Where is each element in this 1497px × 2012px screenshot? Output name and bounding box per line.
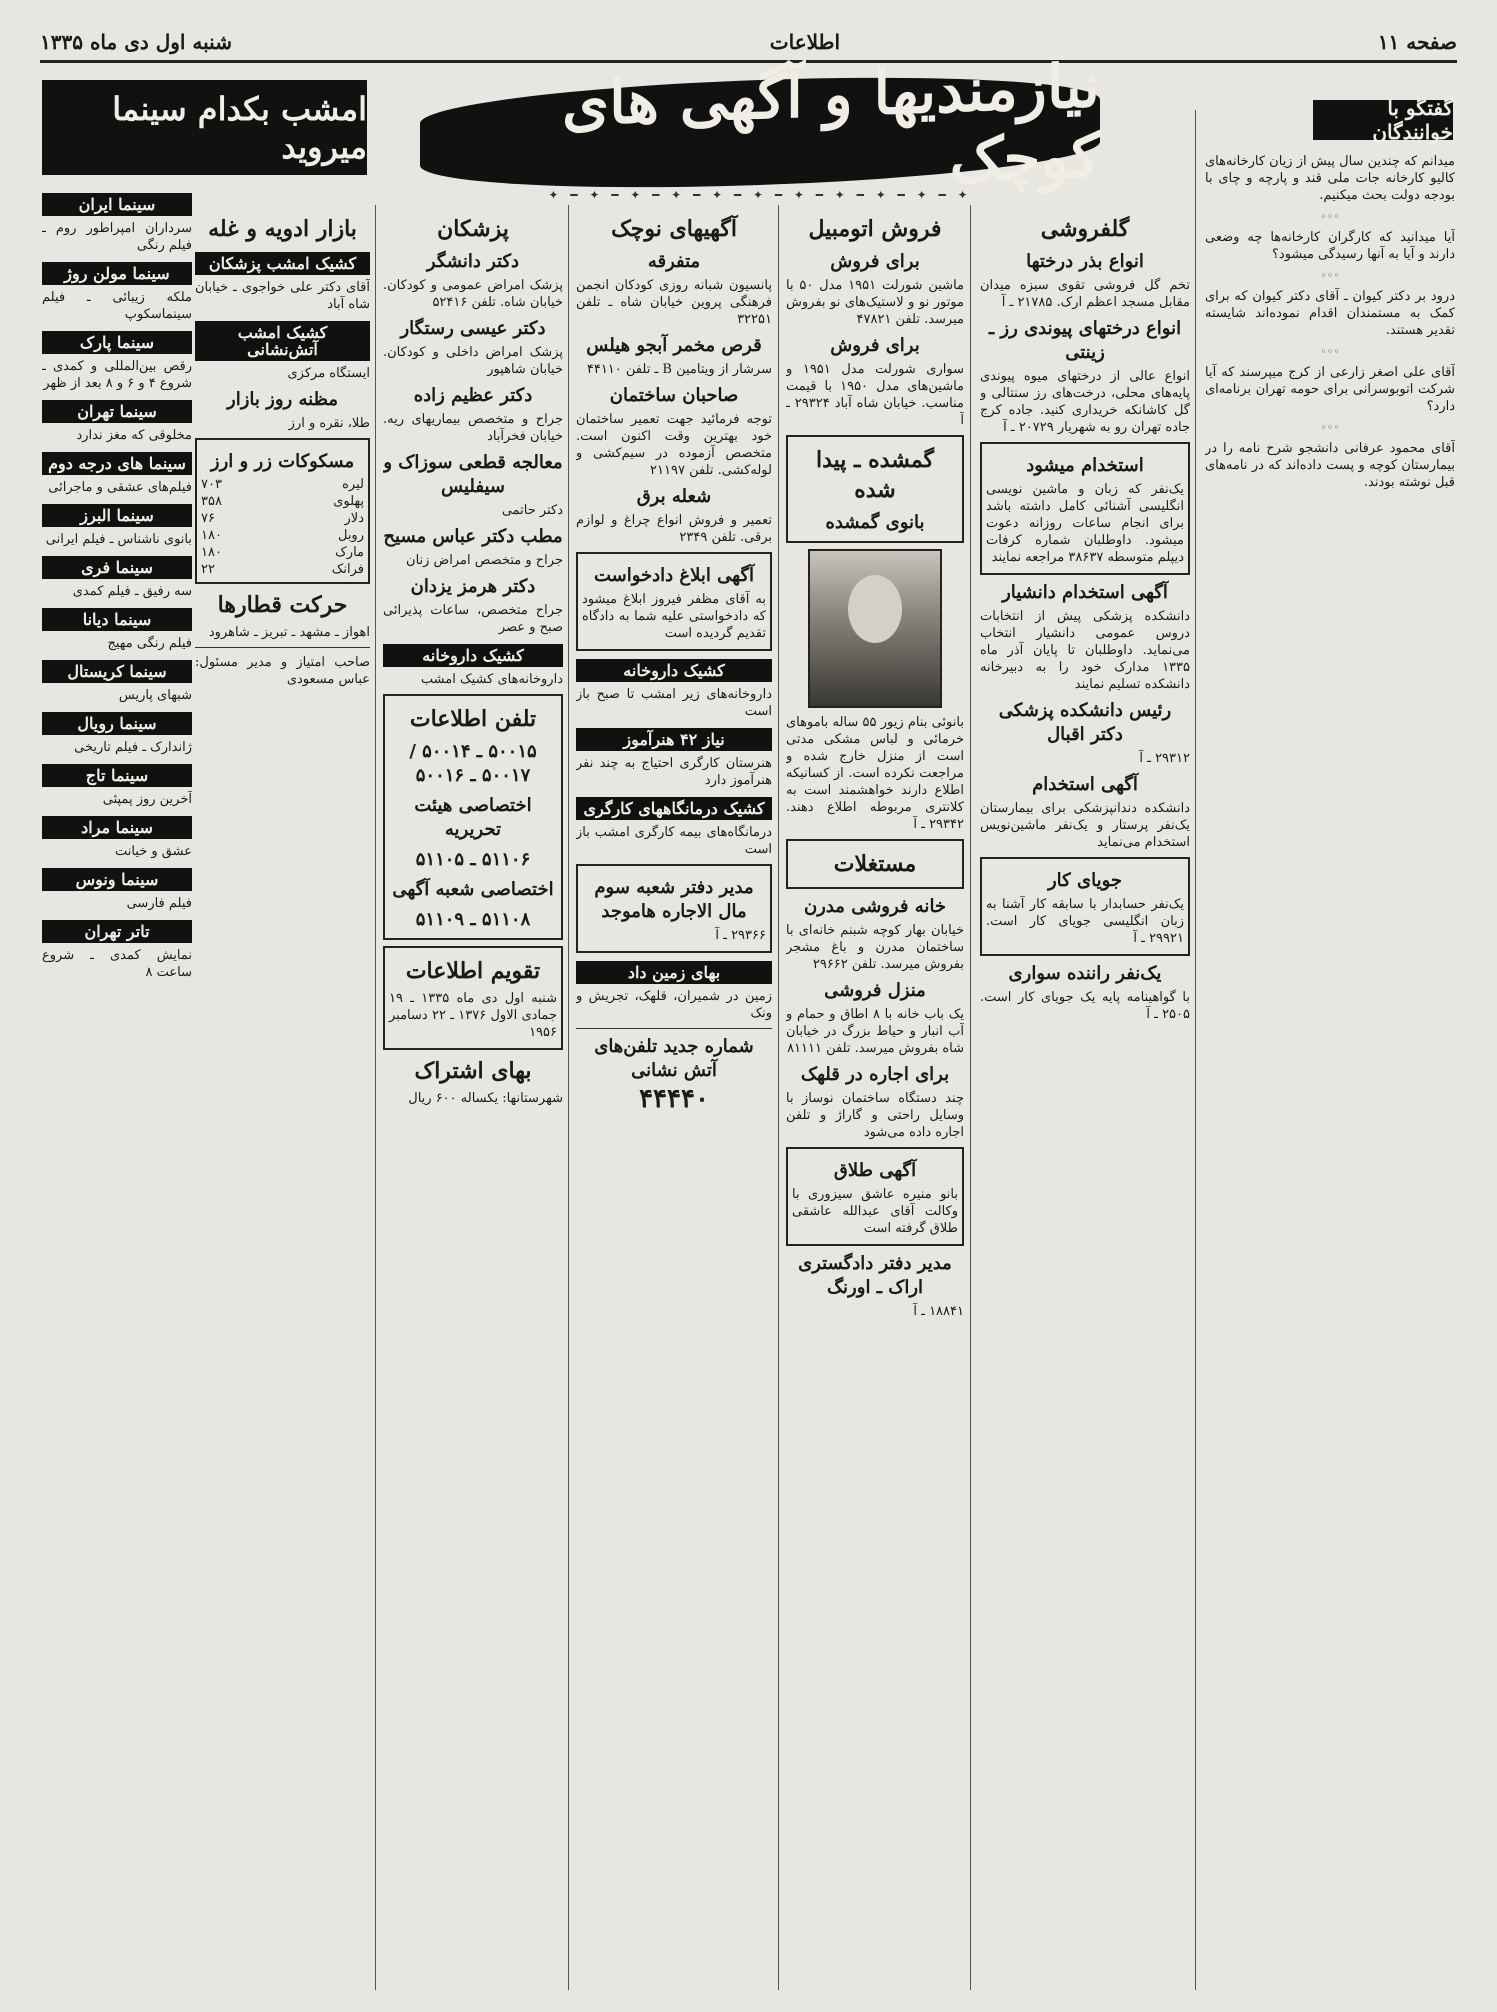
pharmacy-info: داروخانه‌های کشیک امشب [420, 672, 563, 687]
phone-heading: اختصاصی هیئت تحریریه [414, 795, 532, 840]
price-row [201, 476, 364, 493]
ad-heading: برای فروش [830, 335, 920, 356]
calendar-heading: تقویم اطلاعات [405, 958, 541, 984]
ad-heading: قرص مخمر آبجو هیلس [586, 335, 762, 356]
cinema-name: سینما رویال [42, 712, 192, 735]
readers-column-badge: گفتگو با خوانندگان [1313, 100, 1453, 140]
readers-column [1205, 150, 1455, 1990]
cinema-column [42, 185, 192, 1990]
cinema-program: فیلم‌های عشقی و ماجرائی [48, 480, 192, 495]
ad-text: درمانگاه‌های بیمه کارگری امشب باز است [576, 825, 772, 857]
ad-text: دانشکده دندانپزشکی برای بیمارستان یک‌نفر پرستار و یک‌نفر ماشین‌نویس استخدام می‌نماید [980, 801, 1190, 850]
ad-text: چند دستگاه ساختمان نوساز با وسایل راحتی و گاراژ و تلفن اجاره داده می‌شود [786, 1091, 964, 1140]
ad-text: سواری شورلت مدل ۱۹۵۱ و ماشین‌های مدل ۱۹۵۰ با قیمت مناسب. خیابان شاه آباد ۲۹۳۲۴ ـ آ [786, 362, 964, 428]
page-header [40, 28, 1457, 63]
currency-name: دلار [344, 511, 364, 526]
price-row [201, 493, 364, 510]
calendar-dates: شنبه اول دی ماه ۱۳۳۵ ـ ۱۹ جمادی الاول ۱۳۷۶ ـ ۲۲ دسامبر ۱۹۵۶ [389, 991, 557, 1040]
price-list [201, 476, 364, 578]
ad-text: طلا، نقره و ارز [288, 416, 370, 431]
divider [576, 1028, 772, 1029]
cinema-program: مخلوقی که مغز ندارد [76, 428, 192, 443]
subscription-heading: بهای اشتراک [414, 1058, 532, 1084]
ad-heading: مظنه روز بازار [227, 389, 338, 410]
separator: ◦◦◦ [1320, 210, 1340, 223]
ad-text: یک باب خانه با ۸ اطاق و حمام و آب انبار و حیاط بزرگ در خیابان شاه بفروش میرسد. تلفن ۸۱۱۱۱ [786, 1007, 964, 1056]
ad-text: سرشار از ویتامین B ـ تلفن ۴۴۱۱۰ [586, 362, 772, 377]
column-rule [568, 205, 569, 1990]
cinema-name: سینما فری [42, 556, 192, 579]
cinema-program: سرداران امپراطور روم ـ فیلم رنگی [42, 221, 192, 253]
small-ads-column [576, 210, 772, 1990]
ad-heading: آگهی استخدام دانشیار [1002, 582, 1168, 603]
ad-heading: مدیر دفتر دادگستری اراک ـ اورنگ [798, 1253, 952, 1298]
cinema-name: سینما دیانا [42, 608, 192, 631]
ad-text: بانوئی بنام زیور ۵۵ ساله بامو‌های خرمائی و لباس مشکی مدتی است از منزل خارج شده و مراجعت نکرده است. از کسانیکه اطلاع دارند خواهشمند است به کلانتری مربوطه اطلاع دهند. ۲۹۳۴۲ ـ آ [786, 715, 964, 832]
ad-heading: مدیر دفتر شعبه سوم مال الاجاره هاموجد [594, 877, 754, 922]
ad-box [786, 1147, 964, 1246]
section-title: گمشده ـ پیدا شده [815, 447, 935, 503]
currency-value: ۲۲ [201, 562, 215, 577]
column-rule [970, 205, 971, 1990]
section-title: گلفروشی [1040, 216, 1130, 242]
doctor-name: مطب دکتر عباس مسیح [383, 526, 563, 547]
ad-text: توجه فرمائید جهت تعمیر ساختمان خود بهترین وقت اکنون است. متخصص آزموده در سیم‌کشی و لوله‌کشی. تلفن ۲۱۱۹۷ [576, 412, 772, 478]
phone-numbers: ۵۰۰۱۵ ـ ۵۰۰۱۴ / ۵۰۰۱۷ ـ ۵۰۰۱۶ [409, 741, 537, 786]
trains-info: اهواز ـ مشهد ـ تبریز ـ شاهرود [208, 625, 370, 640]
ad-box [980, 442, 1190, 575]
column-rule [778, 205, 779, 1990]
phone-heading: اختصاصی شعبه آگهی [392, 879, 554, 900]
cinema-name: سینما البرز [42, 504, 192, 527]
ad-heading: برای اجاره در قلهک [800, 1064, 950, 1085]
paper-name: اطلاعات [769, 30, 841, 54]
ad-text: خیابان بهار کوچه شبنم خانه‌ای با ساختمان مدرن و باغ مشجر بفروش میرسد. تلفن ۲۹۶۶۲ [786, 923, 964, 972]
separator: ◦◦◦ [1320, 269, 1340, 282]
cinema-program: ملکه زیبائی ـ فیلم سینماسکوپ [42, 290, 192, 322]
cinema-name: سینما مولن روژ [42, 262, 192, 285]
ad-box [576, 552, 772, 651]
doctor-name: معالجه قطعی سوزاک و سیفلیس [383, 452, 563, 497]
cinema-program: فیلم فارسی [126, 896, 192, 911]
cinema-name: سینما تاج [42, 764, 192, 787]
doctor-info: جراح و متخصص بیماریهای ریه. خیابان فخرآباد [383, 412, 563, 444]
currency-value: ۳۵۸ [201, 494, 222, 509]
publisher-info: صاحب امتیاز و مدیر مسئول: عباس مسعودی [195, 655, 370, 687]
ad-heading: بانوی گمشده [825, 512, 925, 533]
ad-heading: خانه فروشی مدرن [803, 896, 947, 917]
currency-table [195, 438, 370, 584]
price-row [201, 561, 364, 578]
ad-heading: یک‌نفر راننده سواری [1008, 963, 1162, 984]
currency-name: روبل [337, 528, 364, 543]
ad-heading: آگهی طلاق [833, 1160, 917, 1181]
doctors-column [383, 210, 563, 1990]
doctor-name: دکتر عظیم زاده [413, 385, 533, 406]
price-row [201, 544, 364, 561]
ad-text: ۲۹۳۱۲ ـ آ [1139, 751, 1190, 766]
cinema-program: سه رفیق ـ فیلم کمدی [72, 584, 192, 599]
column-rule [375, 205, 376, 1990]
ad-text: انواع عالی از درختهای میوه پیوندی پایه‌های محلی، درخت‌های رز سنتالی و گل کاشانکه خرید‌اری کنید. جاده کرج جاده تهران رو به شهریار ۲۰۷۲۹ ـ آ [980, 369, 1190, 435]
ad-heading: کشیک امشب آتش‌نشانی [195, 321, 370, 361]
currency-name: فرانک [331, 562, 364, 577]
ad-heading: شعله برق [636, 486, 712, 507]
reader-paragraph: میدانم که چندین سال پیش از زیان کارخانه‌های کالیو کارخانه جات ملی قند و پارچه و چای با بودجه دولت بحث میکنیم. [1205, 154, 1455, 203]
real-estate-box [786, 839, 964, 889]
ad-heading: جویای کار [1047, 870, 1123, 891]
cinema-program: بانوی ناشناس ـ فیلم ایرانی [45, 532, 192, 547]
theater-name: تاتر تهران [42, 920, 192, 943]
ad-heading: انواع درختهای پیوندی رز ـ زینتی [988, 318, 1182, 363]
ad-heading: انواع بذر درختها [1026, 251, 1144, 272]
fire-dept-phone: ۴۴۴۴۰ [639, 1084, 709, 1114]
ad-heading: نیاز ۴۲ هنرآموز [576, 728, 772, 751]
separator: ◦◦◦ [1320, 421, 1340, 434]
ad-text: پانسیون شبانه روزی کودکان انجمن فرهنگی پروین خیابان شاه ـ تلفن ۳۲۲۵۱ [576, 278, 772, 327]
divider [195, 647, 370, 648]
pharmacy-heading: کشیک داروخانه [383, 644, 563, 667]
price-row [201, 527, 364, 544]
cinema-name: سینما مراد [42, 816, 192, 839]
section-title: بازار ادویه و غله [208, 216, 357, 242]
ad-text: ۱۸۸۴۱ ـ آ [913, 1304, 964, 1319]
ad-box [576, 864, 772, 953]
currency-value: ۱۸۰ [201, 545, 222, 560]
ad-text: به آقای مظفر فیروز ابلاغ میشود که دادخواستی علیه شما به دادگاه تقدیم گردیده است [582, 592, 766, 641]
phone-box [383, 694, 563, 940]
ad-text: بانو منیره عاشق سیزوری با وکالت آقای عبدالله عاشقی طلاق گرفته است [792, 1187, 958, 1236]
doctor-info: پزشک امراض داخلی و کودکان. خیابان شاهپور [383, 345, 563, 377]
ad-text: دانشکده پزشکی پیش از انتخابات دروس عمومی دانشیار انتخاب می‌نماید. داوطلبان تا پایان آذر ماه ۱۳۳۵ مدارک خود را به دبیرخانه دانشکده تسلیم نمایند [980, 609, 1190, 692]
page-number: صفحه ۱۱ [1377, 30, 1457, 54]
ad-heading: صاحبان ساختمان [609, 385, 739, 406]
theater-program: نمایش کمدی ـ شروع ساعت ۸ [42, 948, 192, 980]
reader-paragraph: آیا میدانید که کارگران کارخانه‌ها چه وضعی دارند و آیا به آنها رسیدگی میشود؟ [1205, 230, 1455, 262]
currency-value: ۱۸۰ [201, 528, 222, 543]
ad-text: ایستگاه مرکزی [287, 366, 370, 381]
price-row [201, 510, 364, 527]
currency-name: لیره [342, 477, 364, 492]
ad-heading: منزل فروشی [824, 980, 926, 1001]
cinema-program: ژاندارک ـ فیلم تاریخی [74, 740, 192, 755]
reader-paragraph: درود بر دکتر کیوان ـ آقای دکتر کیوان که برای کمک به مستمندان اقدام نموده‌اند شایسته تقدیر هستند. [1205, 289, 1455, 338]
currency-heading: مسکوکات زر و ارز [210, 451, 355, 472]
ad-text: زمین در شمیران، قلهک، تجریش و ونک [576, 989, 772, 1021]
ad-text: داروخانه‌های زیر امشب تا صبح باز است [576, 687, 772, 719]
car-sale-column [786, 210, 964, 1990]
ad-heading: آگهی ابلاغ دادخواست [593, 565, 755, 586]
cinema-name: سینما تهران [42, 400, 192, 423]
cinema-program: رقص بین‌المللی و کمدی ـ شروع ۴ و ۶ و ۸ بعد از ظهر [42, 359, 192, 391]
missing-person-photo [808, 549, 942, 708]
doctor-name: دکتر عیسی رستگار [400, 318, 546, 339]
phone-heading: تلفن اطلاعات [409, 706, 537, 732]
currency-name: پهلوی [333, 494, 364, 509]
ad-text: هنرستان کارگری احتیاج به چند نفر هنرآموز دارد [576, 756, 772, 788]
cinema-banner: امشب بکدام سینما میروید [42, 80, 367, 175]
phone-numbers: ۵۱۱۰۸ ـ ۵۱۱۰۹ [415, 909, 531, 930]
issue-date: شنبه اول دی ماه ۱۳۳۵ [40, 30, 232, 54]
reader-paragraph: آقای محمود عرفانی دانشجو شرح نامه را در بیمارستان کوچه و پست داده‌اند که در نامه‌های قبل نوشته بودند. [1205, 441, 1455, 490]
market-column [195, 210, 370, 1990]
doctor-name: دکتر دانشگر [426, 251, 520, 272]
section-title: مستغلات [833, 851, 917, 877]
section-title: آگهیهای نوچک [611, 216, 737, 242]
cinema-name: سینما کریستال [42, 660, 192, 683]
reader-paragraph: آقای علی اصغر زارعی از کرج میپرسند که آیا شرکت اتوبوسرانی برای حومه تهران برنامه‌ای دارد؟ [1205, 365, 1455, 414]
separator: ◦◦◦ [1320, 345, 1340, 358]
cinema-program: فیلم رنگی مهیج [107, 636, 192, 651]
ad-text: تعمیر و فروش انواع چراغ و لوازم برقی. تلفن ۲۳۴۹ [576, 513, 772, 545]
pharmacy-heading: کشیک داروخانه [576, 659, 772, 682]
currency-value: ۷۶ [201, 511, 215, 526]
currency-value: ۷۰۳ [201, 477, 222, 492]
cinema-program: عشق و خیانت [114, 844, 192, 859]
ad-text: آقای دکتر علی خواجوی ـ خیابان شاه آباد [195, 280, 370, 312]
ad-box [980, 857, 1190, 956]
doctor-info: جراح متخصص، ساعات پذیرائی صبح و عصر [383, 603, 563, 635]
ad-text: یک‌نفر حسابدار با سابقه کار آشنا به زبان انگلیسی جویای کار است. ۲۹۹۲۱ ـ آ [986, 897, 1184, 946]
ad-heading: آگهی استخدام [1032, 774, 1138, 795]
ad-text: با گواهینامه پایه یک جویای کار است. ۲۵۰۵ ـ آ [980, 990, 1190, 1022]
ornamental-divider: ✦ ━ ✦ ━ ✦ ━ ✦ ━ ✦ ━ ✦ ━ ✦ ━ ✦ ━ ✦ ━ ✦ ━ ✦ [548, 188, 972, 202]
ad-text: ماشین شورلت ۱۹۵۱ مدل ۵۰ با موتور نو و لاستیک‌های نو بفروش میرسد. تلفن ۴۷۸۲۱ [786, 278, 964, 327]
ad-heading: استخدام میشود [1026, 455, 1144, 476]
ad-heading: متفرقه [647, 251, 701, 272]
ad-text: تخم گل فروشی تقوی سبزه میدان مقابل مسجد اعظم ارک. ۲۱۷۸۵ ـ آ [980, 278, 1190, 310]
doctor-info: دکتر حاتمی [501, 503, 563, 518]
doctor-name: دکتر هرمز یزدان [410, 576, 536, 597]
land-price-heading: بهای زمین داد [576, 961, 772, 984]
ad-heading: برای فروش [830, 251, 920, 272]
ad-text: ۲۹۳۶۶ ـ آ [715, 928, 766, 943]
subscription-info: شهرستانها: یکساله ۶۰۰ ریال [408, 1091, 563, 1106]
ad-heading: کشیک امشب پزشکان [195, 252, 370, 275]
clinic-heading: کشیک درمانگاههای کارگری [576, 797, 772, 820]
section-title: فروش اتومبیل [808, 216, 942, 242]
ad-heading: رئیس دانشکده پزشکی دکتر اقبال [998, 700, 1172, 745]
flower-shop-column [980, 210, 1190, 1990]
doctor-info: پزشک امراض عمومی و کودکان. خیابان شاه. تلفن ۵۲۴۱۶ [383, 278, 563, 310]
fire-dept-heading: شماره جدید تلفن‌های آتش نشانی [594, 1036, 754, 1081]
cinema-name: سینما ایران [42, 193, 192, 216]
cinema-program: آخرین روز پمپئی [102, 792, 192, 807]
cinema-program: شبهای پاریس [118, 688, 192, 703]
calendar-box [383, 946, 563, 1050]
cinema-name: سینما ونوس [42, 868, 192, 891]
section-title: پزشکان [437, 216, 509, 242]
phone-numbers: ۵۱۱۰۶ ـ ۵۱۱۰۵ [415, 849, 531, 870]
column-rule [1195, 110, 1196, 1990]
ad-text: یک‌نفر که زبان و ماشین نویسی انگلیسی آشنائی کامل داشته باشد برای انجام ساعات روزانه دعوت میشود. داوطلبان شماره کرفات دیپلم متوسطه ۳۸۶۳۷ مراجعه نمایند [986, 482, 1184, 565]
doctor-info: جراح و متخصص امراض زنان [406, 553, 563, 568]
lost-found-box [786, 435, 964, 543]
cinema-name: سینما پارک [42, 331, 192, 354]
currency-name: مارک [335, 545, 364, 560]
cinema-name: سینما های درجه دوم [42, 452, 192, 475]
trains-heading: حرکت قطارها [217, 592, 348, 618]
classifieds-banner: نیازمندیها و آگهی های کوچک [420, 68, 1100, 197]
